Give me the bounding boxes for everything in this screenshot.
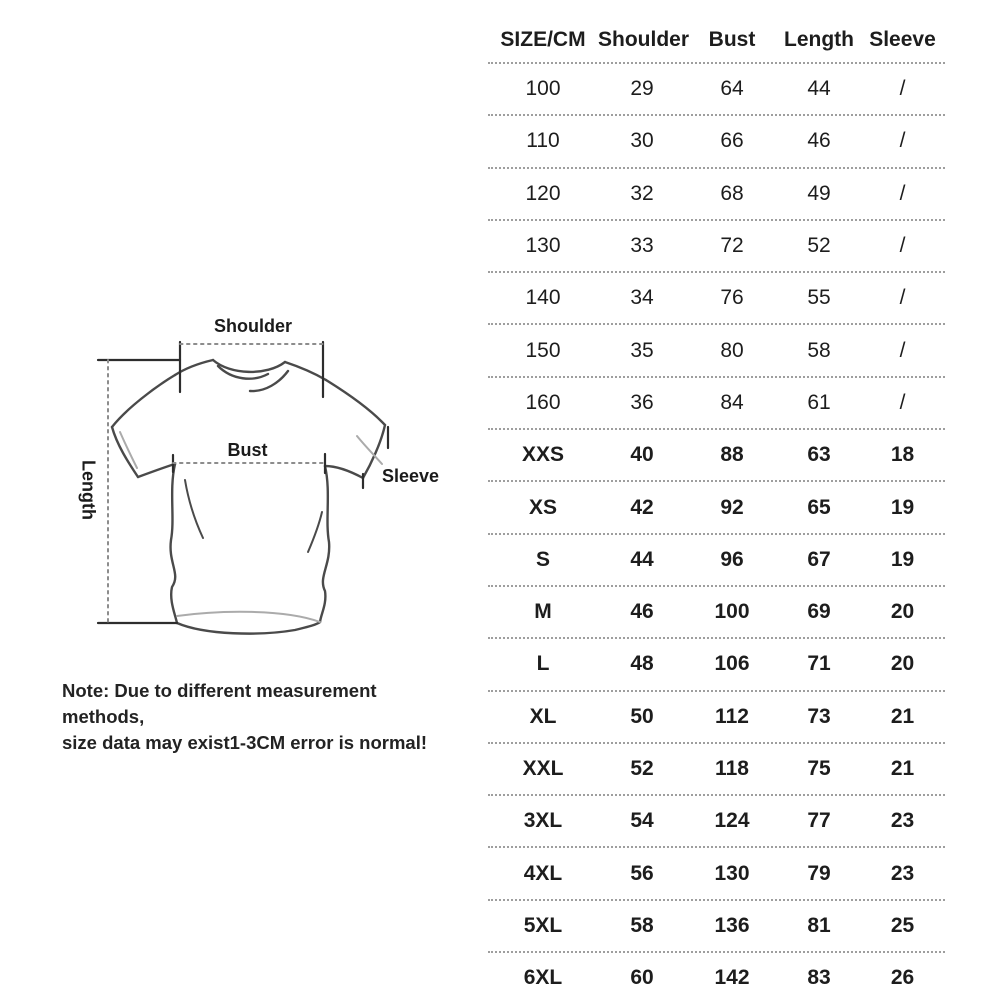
shoulder-cell: 58 [630,913,654,937]
size-cell: 6XL [523,966,563,990]
header-sleeve: Sleeve [869,28,936,51]
shoulder-cell: 54 [630,809,654,833]
length-cell: 55 [807,286,831,310]
sleeve-cell: 18 [890,443,915,467]
shoulder-cell: 52 [630,757,654,780]
size-cell: 110 [526,129,560,153]
table-row [488,64,945,116]
table-row [488,430,945,482]
note-line-1: Note: Due to different measurement methods, [62,680,377,727]
note-line-2: size data may exist1-3CM error is normal! [62,732,428,753]
size-cell: 120 [525,181,561,205]
length-cell: 67 [807,547,831,571]
table-row [488,535,945,587]
table-row [488,116,945,168]
bust-cell: 88 [720,443,744,467]
shoulder-cell: 40 [630,443,654,467]
size-cell: 130 [525,234,561,258]
shoulder-cell: 42 [630,495,654,519]
table-row [488,901,945,953]
table-row [488,848,945,900]
shoulder-cell: 30 [630,129,654,153]
bust-label: Bust [227,440,268,460]
size-cell: XS [528,495,557,519]
size-table-body [488,64,945,1000]
table-row [488,325,945,377]
size-table [488,18,945,1000]
length-cell: 71 [807,652,831,676]
shoulder-cell: 44 [630,547,654,571]
length-cell: 75 [807,757,831,780]
header-length: Length [784,28,854,51]
bust-cell: 84 [720,390,744,414]
bust-cell: 66 [720,129,744,153]
size-cell: 140 [525,286,561,310]
length-cell: 44 [807,77,831,101]
length-cell: 83 [807,966,831,990]
shoulder-cell: 35 [630,338,654,362]
sleeve-label: Sleeve [382,466,440,486]
table-row [488,796,945,848]
shoulder-cell: 48 [630,652,654,676]
bust-cell: 124 [714,809,750,833]
table-row [488,692,945,744]
size-cell: 160 [525,390,561,414]
bust-cell: 72 [720,234,744,258]
sleeve-cell: / [899,181,906,205]
size-cell: 150 [525,338,561,362]
sleeve-cell: / [899,286,906,310]
header-bust: Bust [708,28,756,51]
bust-cell: 142 [714,966,750,990]
bust-cell: 92 [720,495,744,519]
bust-cell: 76 [720,286,744,310]
shoulder-cell: 29 [630,77,654,101]
length-cell: 65 [807,495,831,519]
length-cell: 77 [807,809,831,833]
size-cell: 5XL [523,913,563,937]
shoulder-cell: 33 [630,234,654,258]
sleeve-cell: 20 [890,652,915,676]
length-cell: 61 [807,390,831,414]
size-cell: XXL [522,757,564,780]
table-row [488,378,945,430]
table-row [488,169,945,221]
size-cell: 100 [525,77,561,101]
table-row [488,744,945,796]
bust-cell: 96 [720,547,744,571]
shoulder-cell: 60 [630,966,654,990]
sleeve-cell: 23 [890,809,915,833]
sleeve-cell: 26 [890,966,915,990]
length-label: Length [78,460,99,520]
sleeve-cell: / [899,390,906,414]
size-cell: 4XL [523,861,563,885]
shoulder-cell: 50 [630,704,654,728]
length-cell: 49 [807,181,831,205]
table-row [488,953,945,1000]
size-cell: S [535,547,550,571]
size-table-header [488,18,945,64]
bust-cell: 64 [720,77,744,101]
sleeve-cell: / [899,77,906,101]
sleeve-cell: / [899,234,906,258]
table-row [488,482,945,534]
sleeve-cell: 21 [890,757,915,780]
length-cell: 58 [807,338,831,362]
sleeve-cell: 19 [890,495,915,519]
bust-cell: 112 [715,704,749,728]
size-cell: XXS [521,443,565,467]
sleeve-cell: 25 [890,913,915,937]
sleeve-cell: / [899,129,906,153]
sleeve-cell: 20 [890,600,915,624]
bust-cell: 118 [715,757,749,780]
bust-cell: 130 [714,861,750,885]
bust-cell: 136 [714,913,750,937]
shoulder-cell: 46 [630,600,654,624]
table-row [488,221,945,273]
length-cell: 46 [807,129,831,153]
size-cell: 3XL [523,809,563,833]
bust-cell: 80 [720,338,744,362]
shoulder-cell: 34 [630,286,654,310]
length-cell: 63 [807,443,831,467]
header-size: SIZE/CM [500,28,586,51]
table-row [488,639,945,691]
sleeve-cell: 23 [890,861,915,885]
sleeve-cell: 19 [890,547,915,571]
header-shoulder: Shoulder [598,28,690,51]
length-cell: 69 [807,600,831,624]
size-cell: XL [529,704,557,728]
sleeve-cell: 21 [890,704,915,728]
measurement-note [62,678,462,756]
size-cell: M [534,600,552,624]
length-cell: 79 [807,861,831,885]
table-row [488,273,945,325]
shoulder-cell: 32 [630,181,654,205]
bust-cell: 100 [714,600,750,624]
bust-cell: 68 [720,181,744,205]
bust-cell: 106 [714,652,750,676]
length-cell: 52 [807,234,831,258]
length-cell: 73 [807,704,831,728]
shoulder-cell: 56 [630,861,654,885]
length-cell: 81 [807,913,831,937]
shoulder-label: Shoulder [213,316,292,336]
sleeve-cell: / [899,338,906,362]
size-cell: L [536,652,550,676]
shoulder-cell: 36 [630,390,654,414]
table-row [488,587,945,639]
